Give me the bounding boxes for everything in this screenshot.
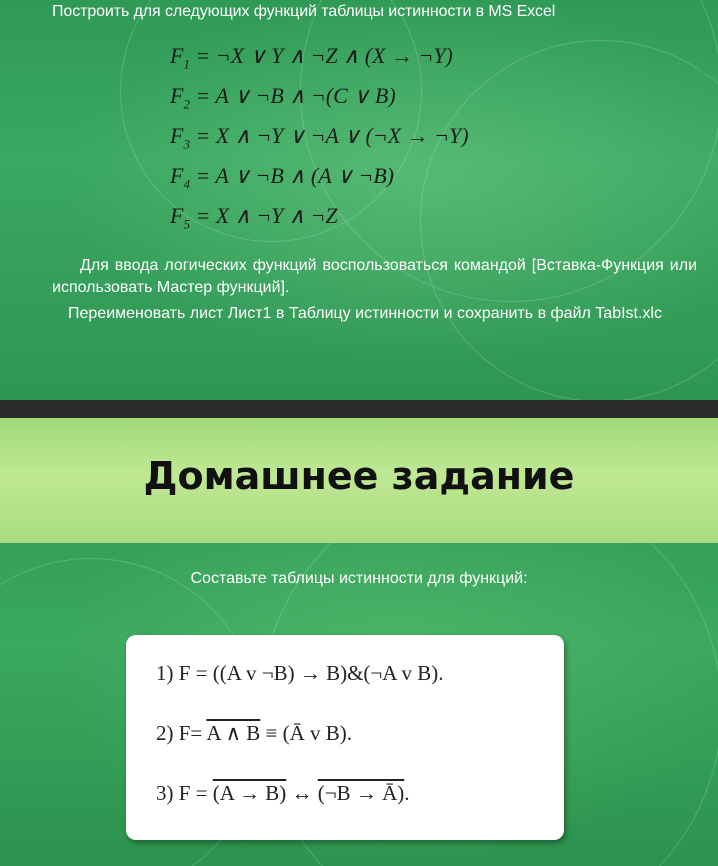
instruction-paragraph-2: Переименовать лист Лист1 в Таблицу истинности и сохранить в файл TabIst.xlc [68, 305, 662, 322]
homework-heading: Домашнее задание [143, 454, 575, 498]
slide-truth-tables-excel [0, 0, 718, 400]
formula-f1: $F_1$ = ¬X ∨ Y ∧ ¬Z ∧ (X → ¬Y) [170, 43, 453, 72]
task-2: 2) F= A ∧ B ≡ (Ā v B). [156, 721, 353, 745]
formula-list [170, 36, 469, 236]
tasks-box [126, 635, 564, 840]
slide-separator [0, 400, 718, 418]
instruction-paragraph-1: Для ввода логических функций воспользоваться командой [Вставка-Функция или использовать Мастер функций]. [52, 257, 697, 296]
formula-f4: $F_4 = A$ ∨ ¬B ∧ (A ∨ ¬B) [170, 163, 395, 192]
slide-homework [0, 418, 718, 866]
task-1: 1) F = ((A v ¬B) → B)&(¬A v B). [156, 661, 444, 685]
homework-subtitle: Составьте таблицы истинности для функций: [190, 570, 528, 587]
formula-f3: $F_3 = X$ ∧ ¬Y ∨ ¬A ∨ (¬X → ¬Y) [170, 123, 469, 152]
formula-f2: $F_2 = A$ ∨ ¬B ∧ ¬(C ∨ B) [170, 83, 396, 112]
slide1-title: Построить для следующих функций таблицы истинности в MS Excel [52, 3, 556, 20]
formula-f5: $F_5 = X$ ∧ ¬Y ∧ ¬Z [170, 203, 338, 232]
task-3: 3) F = (A → B) ↔ (¬B → Ā). [156, 781, 410, 805]
